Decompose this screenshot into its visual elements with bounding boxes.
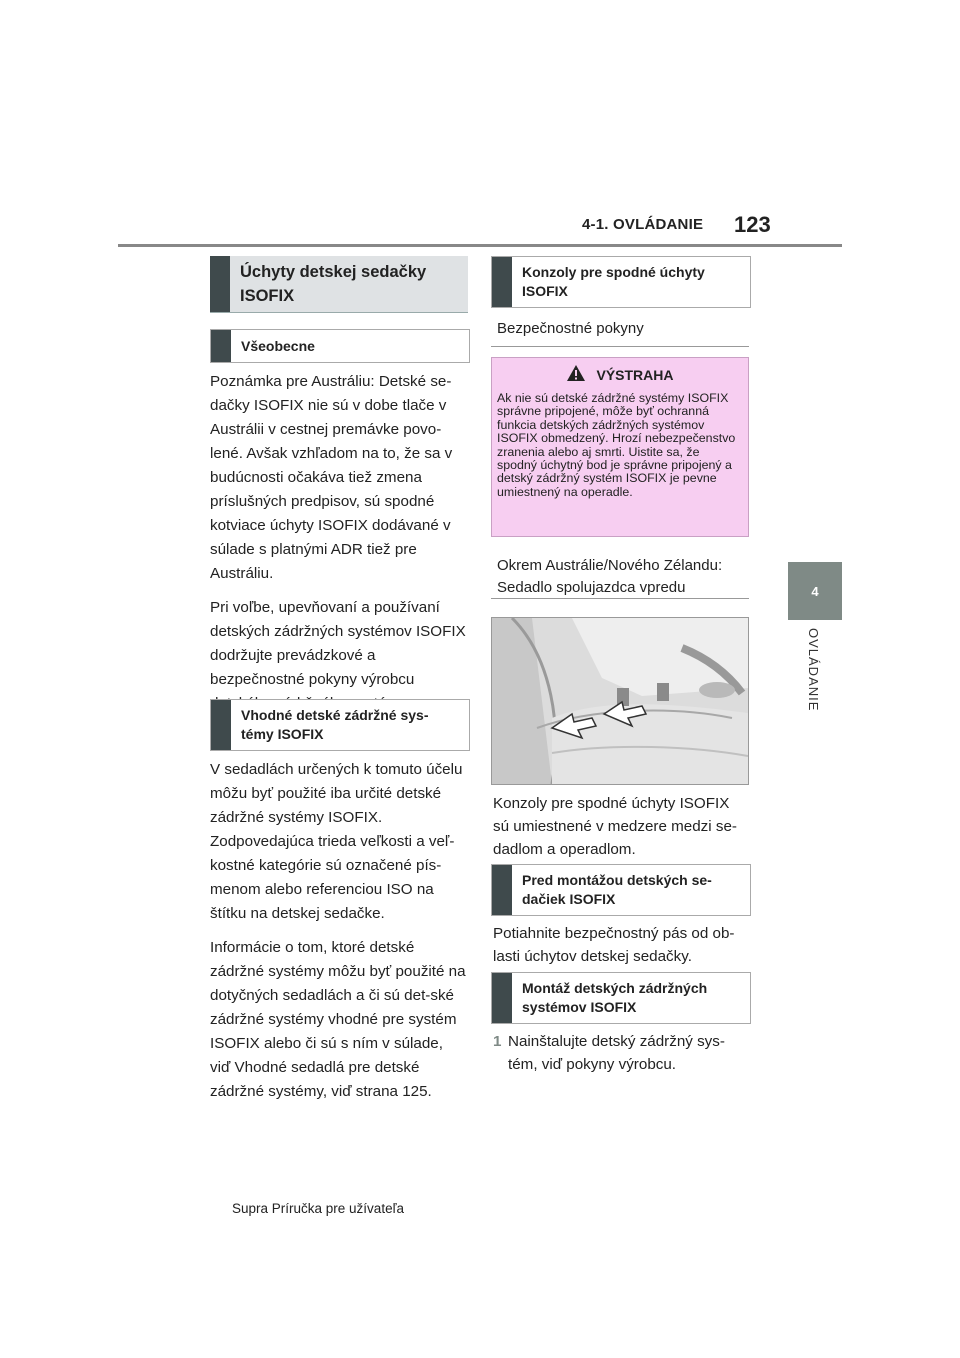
chapter-side-label — [778, 628, 852, 728]
region-divider — [491, 598, 749, 599]
general-heading-box — [210, 329, 470, 363]
paragraph: Poznámka pre Austráliu: Detské se-dačky ISOFIX nie sú v dobe tlače v Austrálii v cestnej premávke povo-lené. Avšak vzhľadom na to, že sa v budúcnosti očakáva tiež zmena príslušných predpisov, sú spodné kotviace úchyty ISOFIX dodávané v súlade s platnými ADR tiež pre Austráliu. — [210, 373, 453, 582]
before-text: Potiahnite bezpečnostný pás od ob-lasti úchytov detskej sedačky. — [493, 925, 735, 965]
safety-heading: Bezpečnostné pokyny — [497, 320, 644, 337]
safety-divider — [491, 346, 749, 347]
footer-text: Supra Príručka pre užívateľa — [232, 1201, 405, 1216]
paragraph: V sedadlách určených k tomuto účelu môžu byť použité iba určité detské zádržné systémy ISOFIX. Zodpovedajúca trieda veľkosti a veľ-kostné kategórie sú označené pís-menom alebo referenciou ISO na štítku na detskej sedačke. — [210, 761, 463, 922]
header-divider — [118, 244, 842, 247]
main-section-title: Úchyty detskej sedačky ISOFIX — [240, 263, 427, 305]
step-number: 1 — [493, 1033, 502, 1050]
warning-text: Ak nie sú detské zádržné systémy ISOFIX správne pripojené, môže byť ochranná funkcia detských zádržných systémov ISOFIX obmedzený. Hrozí nebezpečenstvo zranenia alebo aj smrti. Uistite sa, že spodný úchytný bod je správne pripojený a detský zádržný systém ISOFIX je pevne umiestnený na operadle. — [497, 391, 736, 499]
section-bar — [210, 256, 230, 312]
section-bar — [492, 973, 512, 1023]
section-bar — [492, 865, 512, 915]
section-bar — [492, 257, 512, 307]
suitable-heading-box — [210, 699, 470, 751]
general-heading: Všeobecne — [241, 338, 315, 354]
chapter-tab-number: 4 — [811, 583, 819, 599]
main-section-header — [210, 256, 468, 313]
general-text — [210, 370, 466, 726]
lower-anchors-heading: Konzoly pre spodné úchyty ISOFIX — [522, 264, 705, 299]
isofix-anchor-photo — [491, 617, 749, 785]
install-step — [493, 1030, 749, 1076]
suitable-text — [210, 758, 466, 1114]
chapter-tab — [788, 562, 842, 620]
warning-title: VÝSTRAHA — [596, 366, 674, 383]
before-heading-box — [491, 864, 751, 916]
chapter-side-label-text: OVLÁDANIE — [806, 628, 821, 712]
chapter-title: 4-1. OVLÁDANIE — [582, 216, 704, 233]
before-heading: Pred montážou detských se-dačiek ISOFIX — [522, 872, 712, 907]
step-text: Nainštalujte detský zádržný sys-tém, viď pokyny výrobcu. — [508, 1033, 725, 1073]
warning-box — [491, 357, 749, 537]
install-heading: Montáž detských zádržných systémov ISOFIX — [522, 980, 708, 1015]
photo-caption: Konzoly pre spodné úchyty ISOFIX sú umiestnené v medzere medzi se-dadlom a operadlom. — [493, 795, 737, 858]
section-bar — [211, 330, 231, 362]
section-bar — [211, 700, 231, 750]
warning-header — [492, 364, 748, 385]
suitable-heading: Vhodné detské zádržné sys-témy ISOFIX — [241, 707, 429, 742]
region-heading: Okrem Austrálie/Nového Zélandu: Sedadlo spolujazdca vpredu — [497, 557, 723, 596]
lower-anchors-heading-box — [491, 256, 751, 308]
warning-triangle-icon — [566, 364, 586, 385]
paragraph: Pri voľbe, upevňovaní a používaní detských zádržných systémov ISOFIX dodržujte prevádzkové a bezpečnostné pokyny výrobcu — [210, 599, 466, 688]
page-number: 123 — [734, 212, 771, 237]
paragraph: Informácie o tom, ktoré detské zádržné systémy môžu byť použité na dotyčných sedadlách a či sú det-ské zádržné systémy vhodné pre systém ISOFIX alebo či sú s ním v súlade, viď Vhodné sedadlá pre detské zádržné systémy, viď strana 125. — [210, 939, 466, 1100]
install-heading-box — [491, 972, 751, 1024]
